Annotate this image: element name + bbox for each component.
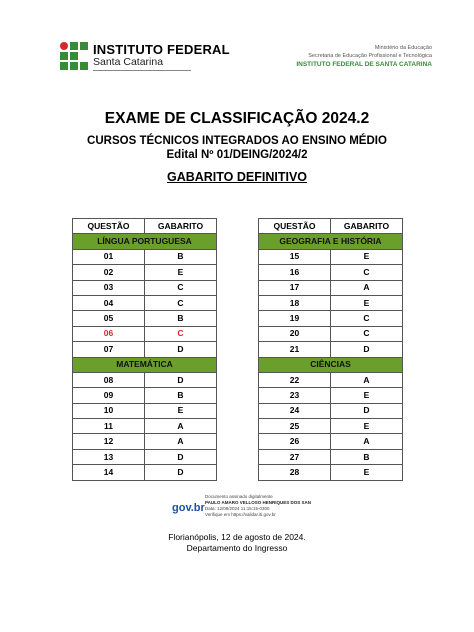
answer-letter: A (145, 434, 217, 449)
answer-letter: D (145, 372, 217, 387)
question-number: 09 (73, 388, 145, 403)
question-number: 10 (73, 403, 145, 418)
table-row (259, 280, 403, 295)
answer-letter: E (331, 249, 403, 264)
if-logo-icon (60, 42, 90, 75)
signature-verify: Verifique em https://validar.iti.gov.br (205, 512, 276, 517)
question-number: 08 (73, 372, 145, 387)
courses-subtitle: CURSOS TÉCNICOS INTEGRADOS AO ENSINO MÉDIO (87, 135, 387, 147)
table-header-row (259, 219, 403, 234)
answer-letter: C (145, 280, 217, 295)
section-header-row (73, 234, 217, 249)
table-row (259, 311, 403, 326)
table-row (73, 249, 217, 264)
answer-table-right (258, 218, 403, 481)
question-number: 26 (259, 434, 331, 449)
column-header-answer: GABARITO (331, 219, 403, 234)
department: Departamento do Ingresso (186, 543, 288, 553)
answer-letter: E (145, 265, 217, 280)
table-row (73, 465, 217, 480)
table-row (73, 449, 217, 464)
edital-subtitle: Edital Nº 01/DEING/2024/2 (166, 149, 308, 161)
table-row (73, 403, 217, 418)
signature-text (205, 494, 311, 518)
question-number: 15 (259, 249, 331, 264)
section-title: CIÊNCIAS (259, 357, 403, 372)
section-header-row (259, 357, 403, 372)
answer-letter: B (145, 388, 217, 403)
question-number: 19 (259, 311, 331, 326)
question-number: 02 (73, 265, 145, 280)
question-number: 25 (259, 419, 331, 434)
question-number: 14 (73, 465, 145, 480)
question-number: 01 (73, 249, 145, 264)
table-row (259, 326, 403, 341)
table-row (73, 388, 217, 403)
answer-table-left (72, 218, 217, 481)
answer-letter: A (331, 280, 403, 295)
exam-title: EXAME DE CLASSIFICAÇÃO 2024.2 (104, 110, 370, 127)
signature-date: Data: 12/08/2024 11:15:15-0300 (205, 506, 270, 511)
question-number: 11 (73, 419, 145, 434)
section-title: LÍNGUA PORTUGUESA (73, 234, 217, 249)
answer-letter: E (145, 403, 217, 418)
table-row (73, 311, 217, 326)
answer-letter: B (145, 249, 217, 264)
answer-letter: C (331, 311, 403, 326)
page-header (60, 42, 432, 84)
secretariat-label: Secretaria de Educação Profissional e Tecnológica (308, 53, 432, 59)
question-number: 20 (259, 326, 331, 341)
table-header-row (73, 219, 217, 234)
question-number: 17 (259, 280, 331, 295)
section-header-row (73, 357, 217, 372)
table-row (73, 342, 217, 357)
government-block (296, 44, 432, 69)
answer-letter: B (145, 311, 217, 326)
table-row (259, 434, 403, 449)
column-header-answer: GABARITO (145, 219, 217, 234)
answer-letter: D (145, 449, 217, 464)
table-row (259, 265, 403, 280)
table-row (73, 265, 217, 280)
place-date: Florianópolis, 12 de agosto de 2024. (168, 532, 306, 542)
table-row (73, 419, 217, 434)
institution-name: INSTITUTO FEDERAL (93, 42, 230, 57)
table-row (73, 434, 217, 449)
table-row (259, 465, 403, 480)
table-row (73, 280, 217, 295)
column-header-question: QUESTÃO (73, 219, 145, 234)
table-row (259, 449, 403, 464)
answer-letter: A (331, 434, 403, 449)
answer-letter: E (331, 419, 403, 434)
column-header-question: QUESTÃO (259, 219, 331, 234)
ministry-label: Ministério da Educação (374, 45, 432, 51)
govbr-logo-icon: gov.br (172, 502, 205, 514)
question-number: 28 (259, 465, 331, 480)
question-number: 22 (259, 372, 331, 387)
question-number: 23 (259, 388, 331, 403)
answer-letter: A (145, 419, 217, 434)
table-row (259, 249, 403, 264)
section-title: GEOGRAFIA E HISTÓRIA (259, 234, 403, 249)
signer-name: PAULO AMARO VELLOSO HENRIQUES DOS SAN (205, 500, 312, 505)
table-row (259, 372, 403, 387)
question-number: 16 (259, 265, 331, 280)
answer-letter: C (331, 326, 403, 341)
question-number: 13 (73, 449, 145, 464)
answer-letter: C (145, 326, 217, 341)
table-row (259, 295, 403, 310)
answer-letter: D (331, 342, 403, 357)
institution-campus: Santa Catarina (93, 56, 164, 68)
institute-label: INSTITUTO FEDERAL DE SANTA CATARINA (296, 61, 432, 68)
table-row (259, 403, 403, 418)
signature-line: Documento assinado digitalmente (205, 494, 273, 499)
answer-letter: E (331, 465, 403, 480)
answer-letter: D (331, 403, 403, 418)
answer-key-heading: GABARITO DEFINITIVO (166, 170, 308, 184)
question-number: 03 (73, 280, 145, 295)
answer-letter: C (145, 295, 217, 310)
question-number: 24 (259, 403, 331, 418)
answer-letter: C (331, 265, 403, 280)
table-row (259, 419, 403, 434)
answer-letter: E (331, 295, 403, 310)
table-row (259, 388, 403, 403)
answer-letter: D (145, 465, 217, 480)
question-number: 07 (73, 342, 145, 357)
question-number: 06 (73, 326, 145, 341)
table-row (73, 372, 217, 387)
question-number: 05 (73, 311, 145, 326)
table-row (73, 295, 217, 310)
digital-signature (172, 494, 332, 524)
question-number: 12 (73, 434, 145, 449)
question-number: 27 (259, 449, 331, 464)
answer-letter: A (331, 372, 403, 387)
question-number: 04 (73, 295, 145, 310)
answer-letter: E (331, 388, 403, 403)
table-row (259, 342, 403, 357)
answer-letter: B (331, 449, 403, 464)
section-title: MATEMÁTICA (73, 357, 217, 372)
table-row (73, 326, 217, 341)
answer-letter: D (145, 342, 217, 357)
question-number: 21 (259, 342, 331, 357)
section-header-row (259, 234, 403, 249)
question-number: 18 (259, 295, 331, 310)
logo-divider (93, 70, 191, 71)
